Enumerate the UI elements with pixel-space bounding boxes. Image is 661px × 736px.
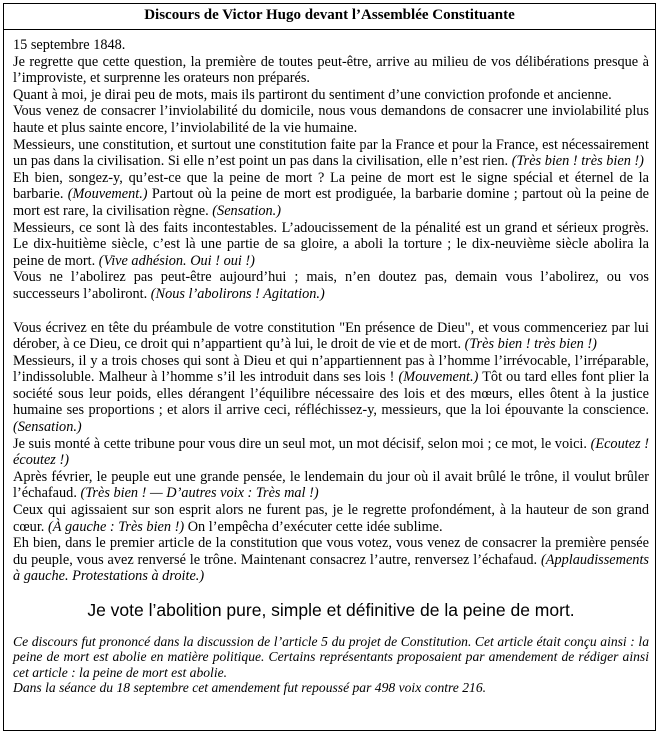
paragraph bbox=[13, 137, 649, 170]
document-title: Discours de Victor Hugo devant l’Assemblée Constituante bbox=[3, 3, 656, 30]
paragraph-text: Après février, le peuple eut une grande pensée, le lendemain du jour où il avait brûlé le trône, il voulut brûler l’échafaud. bbox=[13, 468, 649, 502]
audience-reaction: (Très bien ! très bien !) bbox=[464, 336, 597, 353]
audience-reaction: (Sensation.) bbox=[212, 202, 281, 219]
paragraph-text: Je suis monté à cette tribune pour vous dire un seul mot, un mot décisif, selon moi ; ce mot, le voici. bbox=[13, 435, 587, 452]
paragraph-gap bbox=[13, 303, 649, 320]
speech-date: 15 septembre 1848. bbox=[13, 37, 126, 53]
paragraph-text: On l’empêcha d’exécuter cette idée sublime. bbox=[187, 518, 443, 535]
paragraph bbox=[13, 320, 649, 353]
audience-reaction: (Mouvement.) bbox=[398, 369, 479, 386]
paragraph-text: Messieurs, ce sont là des faits incontestables. L’adoucissement de la pénalité est un grand et sérieux progrès. Le dix-huitième siècle, c’est là une partie de sa gloire, a aboli la torture ; le dix-neuvième siècle abolira la peine de mort. bbox=[13, 219, 649, 269]
paragraph bbox=[13, 469, 649, 502]
paragraph-text: Ceux qui agissaient sur son esprit alors ne furent pas, je le regrette profondément, à la hauteur de son grand cœur. bbox=[13, 502, 649, 535]
speech-body bbox=[13, 37, 649, 696]
audience-reaction: (Sensation.) bbox=[13, 419, 82, 436]
paragraph-text: Vous ne l’abolirez pas peut-être aujourd’hui ; mais, n’en doutez pas, demain vous l’abolirez, ou vos successeurs l’aboliront. bbox=[13, 269, 649, 302]
paragraph: Je regrette que cette question, la première de toutes peut-être, arrive au milieu de vos délibérations presque à l’improviste, et surprenne les orateurs non préparés. bbox=[13, 53, 649, 87]
conclusion-statement: Je vote l’abolition pure, simple et définitive de la peine de mort. bbox=[87, 600, 575, 620]
audience-reaction: (Vive adhésion. Oui ! oui !) bbox=[98, 252, 255, 269]
audience-reaction: (Très bien ! très bien !) bbox=[511, 153, 644, 170]
audience-reaction: (Ecoutez ! écoutez !) bbox=[13, 435, 649, 469]
paragraph bbox=[13, 436, 649, 469]
paragraph bbox=[13, 535, 649, 585]
paragraph bbox=[13, 220, 649, 270]
paragraph-text: Tôt ou tard elles font plier la société sous leur poids, elles dérangent l’équilibre nécessaire des lois et des mœurs, elles ôtent à la justice humaine ses proportions ; et alors il arrive ceci, réfléchissez-y, messieurs, que la loi épouvante la conscience. bbox=[13, 369, 649, 419]
paragraph bbox=[13, 269, 649, 302]
audience-reaction: (Mouvement.) bbox=[67, 186, 148, 203]
paragraph: Vous venez de consacrer l’inviolabilité du domicile, nous vous demandons de consacrer une inviolabilité plus haute et plus sainte encore, l’inviolabilité de la vie humaine. bbox=[13, 103, 649, 136]
paragraph: Quant à moi, je dirai peu de mots, mais ils partiront du sentiment d’une conviction profonde et ancienne. bbox=[13, 86, 612, 103]
paragraph bbox=[13, 353, 649, 436]
audience-reaction: (Très bien ! — D’autres voix : Très mal !) bbox=[80, 485, 319, 502]
paragraph bbox=[13, 170, 649, 220]
audience-reaction: (Applaudissements à gauche. Protestations à droite.) bbox=[13, 551, 649, 585]
paragraph bbox=[13, 502, 649, 535]
historical-note: Dans la séance du 18 septembre cet amendement fut repoussé par 498 voix contre 216. bbox=[13, 680, 487, 696]
paragraph-text: Eh bien, songez-y, qu’est-ce que la peine de mort ? La peine de mort est le signe spécial et éternel de la barbarie. bbox=[13, 169, 649, 203]
paragraph-text: Messieurs, une constitution, et surtout une constitution faite par la France et pour la France, est nécessairement un pas dans la civilisation. Si elle n’est point un pas dans la civilisation, elle n’est rien. bbox=[13, 136, 649, 170]
historical-note: Ce discours fut prononcé dans la discussion de l’article 5 du projet de Constitution. Cet article était conçu ainsi : la peine de mort est abolie en matière politique. Certains représentants proposaient par amendement de rédiger ainsi cet article : la peine de mort est abolie. bbox=[13, 634, 649, 680]
audience-reaction: (Nous l’abolirons ! Agitation.) bbox=[150, 285, 325, 302]
paragraph-text: Partout où la peine de mort est prodiguée, la barbarie domine ; partout où la peine de mort est rare, la civilisation règne. bbox=[13, 186, 650, 219]
audience-reaction: (À gauche : Très bien !) bbox=[47, 518, 185, 535]
paragraph-text: Vous écrivez en tête du préambule de votre constitution "En présence de Dieu", et vous commenceriez par lui dérober, à ce Dieu, ce droit qui n’appartient qu’à lui, le droit de vie et de mort. bbox=[13, 319, 649, 353]
paragraph-text: Eh bien, dans le premier article de la constitution que vous votez, vous venez de consacrer la première pensée du peuple, vous avez renversé le trône. Maintenant consacrez l’autre, renversez l’échafaud. bbox=[13, 535, 649, 568]
paragraph-text: Messieurs, il y a trois choses qui sont à Dieu et qui n’appartiennent pas à l’homme l’irrévocable, l’irréparable, l’indissoluble. Malheur à l’homme s’il les introduit dans ses lois ! bbox=[13, 352, 649, 386]
